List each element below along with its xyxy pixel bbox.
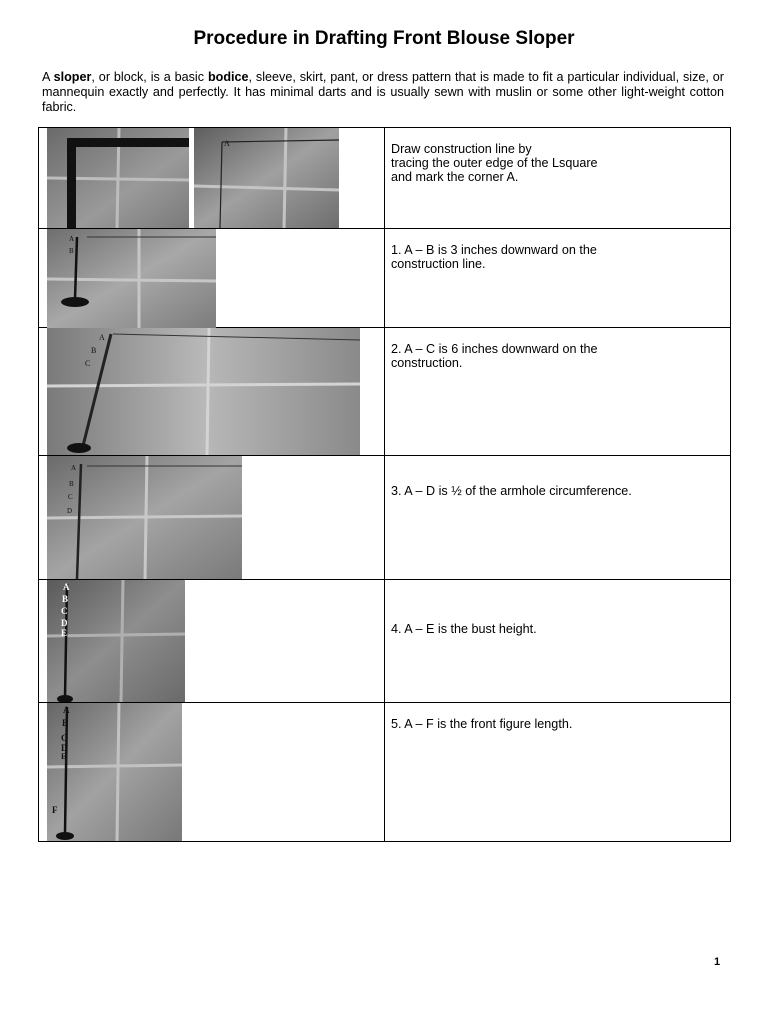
intro-term-sloper: sloper xyxy=(53,70,92,84)
lsquare-photo xyxy=(47,128,189,228)
step-4-photo-graphic xyxy=(47,580,185,702)
step-0-line-2: and mark the corner A. xyxy=(391,170,519,184)
svg-text:E: E xyxy=(61,752,67,761)
svg-text:A: A xyxy=(69,235,75,243)
intro-paragraph xyxy=(42,70,724,115)
step-3-photo xyxy=(47,456,242,579)
step-text-cell-0 xyxy=(385,128,731,229)
step-row-2 xyxy=(39,328,731,456)
svg-text:B: B xyxy=(62,594,69,604)
svg-text:D: D xyxy=(61,618,68,628)
step-2-photo-graphic xyxy=(47,328,360,455)
step-photo-cell-5 xyxy=(39,703,385,842)
step-1-line-0: 1. A – B is 3 inches downward on the xyxy=(391,243,597,257)
svg-text:F: F xyxy=(52,805,58,815)
step-text-cell-4 xyxy=(385,580,731,703)
page-title: Procedure in Drafting Front Blouse Sloper xyxy=(193,28,575,49)
svg-text:D: D xyxy=(61,743,68,753)
step-0-line-1: tracing the outer edge of the Lsquare xyxy=(391,156,598,170)
step-5-photo-graphic xyxy=(47,703,182,841)
svg-text:A: A xyxy=(99,333,105,342)
step-text-cell-3 xyxy=(385,456,731,580)
step-photo-cell-4 xyxy=(39,580,385,703)
step-row-0 xyxy=(39,128,731,229)
svg-text:B: B xyxy=(62,718,69,728)
step-row-5 xyxy=(39,703,731,842)
step-text-cell-2 xyxy=(385,328,731,456)
step-3-line-0: 3. A – D is ½ of the armhole circumference. xyxy=(391,484,632,498)
procedure-table xyxy=(38,127,731,842)
intro-term-bodice: bodice xyxy=(207,70,249,84)
intro-text-1: A xyxy=(42,70,54,84)
step-2-line-0: 2. A – C is 6 inches downward on the xyxy=(391,342,598,356)
step-row-3 xyxy=(39,456,731,580)
svg-text:B: B xyxy=(91,346,97,355)
page-number: 1 xyxy=(714,956,721,968)
step-0-line-0: Draw construction line by xyxy=(391,142,532,156)
step-text-cell-1 xyxy=(385,229,731,328)
svg-text:C: C xyxy=(61,606,68,616)
step-row-4 xyxy=(39,580,731,703)
step-5-photo xyxy=(47,703,182,841)
step-photo-cell-3 xyxy=(39,456,385,580)
step-1-photo xyxy=(47,229,216,328)
svg-text:E: E xyxy=(61,628,68,638)
svg-text:A: A xyxy=(71,464,77,472)
step-3-photo-graphic xyxy=(47,456,242,579)
svg-text:A: A xyxy=(224,139,230,148)
step-photo-cell-1 xyxy=(39,229,385,328)
svg-text:A: A xyxy=(63,582,70,592)
step-1-line-1: construction line. xyxy=(391,257,486,271)
step-4-line-0: 4. A – E is the bust height. xyxy=(391,622,537,636)
svg-text:B: B xyxy=(69,480,74,488)
step-photo-cell-0 xyxy=(39,128,385,229)
lsquare-photo-graphic xyxy=(47,128,189,228)
step-photo-cell-2 xyxy=(39,328,385,456)
svg-text:C: C xyxy=(61,733,68,743)
step-2-photo xyxy=(47,328,360,455)
corner-a-photo-graphic xyxy=(194,128,339,228)
step-row-1 xyxy=(39,229,731,328)
svg-text:C: C xyxy=(68,493,73,501)
step-2-line-1: construction. xyxy=(391,356,463,370)
intro-text-3: , sleeve, skirt, pant, or dress pattern that is made to fit a particular individual, size, or mannequin exactly and perfectly. It has minimal darts and is usually sewn with muslin or some other light-weight cotton fabric. xyxy=(42,70,724,114)
svg-text:B: B xyxy=(69,247,74,255)
svg-text:D: D xyxy=(67,507,73,515)
corner-a-photo xyxy=(194,128,339,228)
svg-text:A: A xyxy=(63,705,70,715)
step-text-cell-5 xyxy=(385,703,731,842)
step-5-line-0: 5. A – F is the front figure length. xyxy=(391,717,573,731)
intro-text-2: , or block, is a basic xyxy=(91,70,208,84)
step-1-photo-graphic xyxy=(47,229,216,328)
step-4-photo xyxy=(47,580,185,702)
svg-text:C: C xyxy=(85,359,91,368)
